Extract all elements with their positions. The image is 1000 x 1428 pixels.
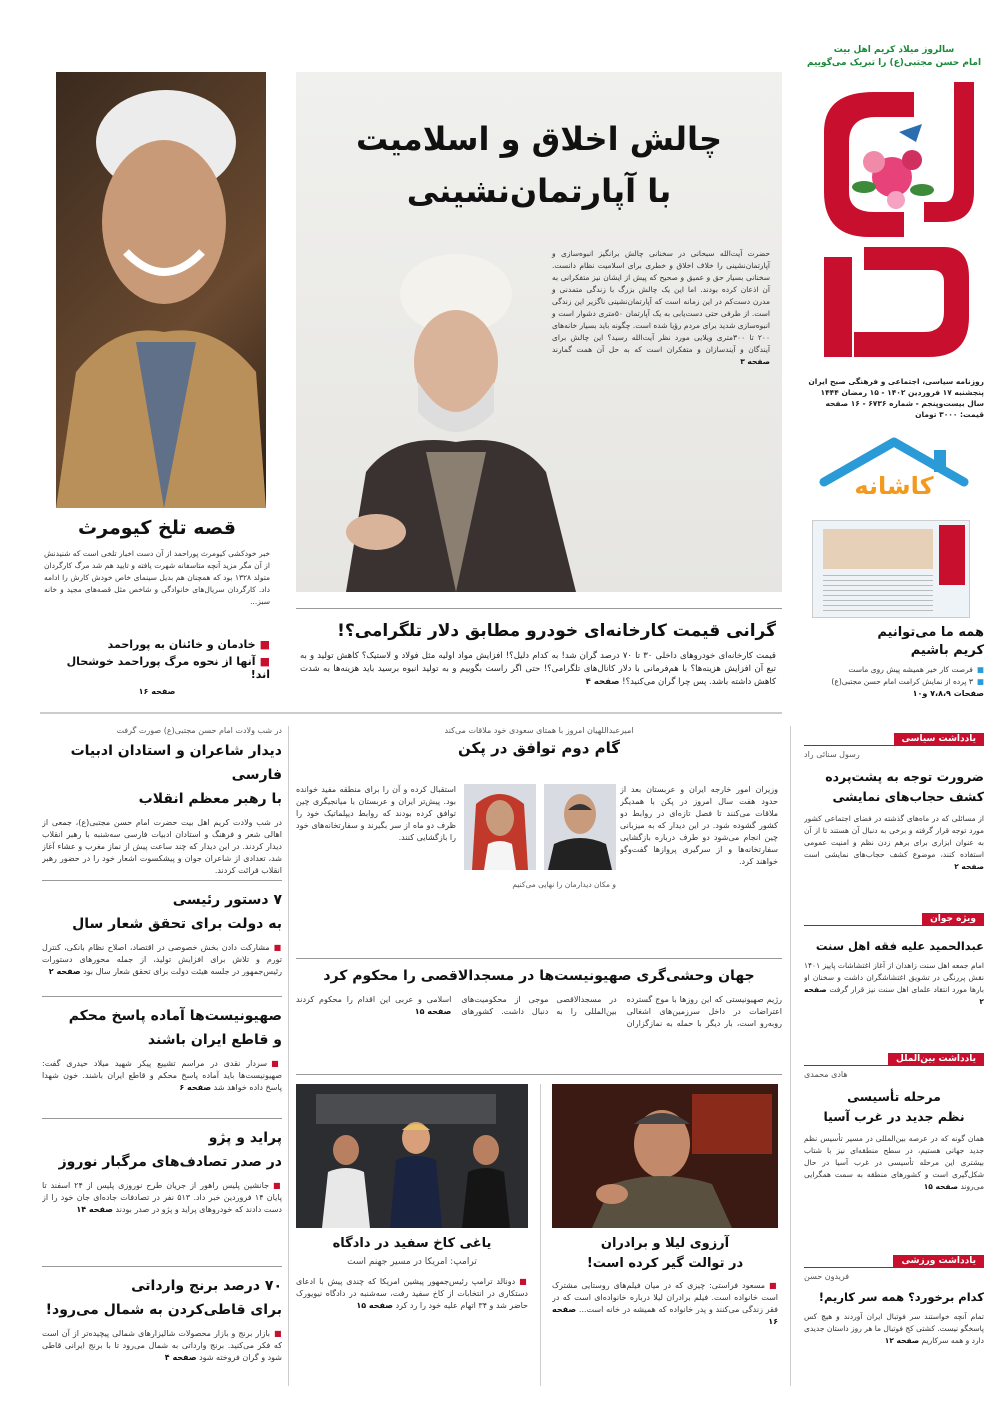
pride-page-ref: صفحه ۱۴	[76, 1205, 113, 1214]
note-2-body-wrap	[804, 960, 984, 1032]
divider-left-3	[42, 1118, 282, 1119]
divider-col-left	[288, 726, 289, 1386]
lead-headline-1: چالش اخلاق و اسلامیت	[355, 120, 723, 158]
note-3-headline-2: نظم جدید در غرب آسیا	[823, 1109, 965, 1124]
note-1-body: از مسائلی که در ماه‌های گذشته در فضای اجتماعی کشور مورد توجه قرار گرفته و برخی به دنبال آن هستند تا از آن به عنوان ابزاری برای برهم زدن نظم و امنیت عمومی استفاده کنند، موضوع کشف حجاب‌های نمایشی است	[804, 814, 984, 859]
promo-line-2-row: ■۳ پرده از نمایش کرامت امام حسن مجتبی(ع)	[831, 677, 984, 686]
lead-photo	[296, 72, 782, 592]
rice-body: بازار برنج و بازار محصولات شالیزارهای شمالی پیچیده‌تر از آن است که فکر می‌کنید. برنج وارداتی به شمال می‌رود تا با برنج ایرانی قاطی شود و گران فروخته شود	[42, 1329, 282, 1362]
thumbnail-logo-block	[939, 525, 965, 585]
trump-story	[296, 1234, 528, 1372]
aqsa-page-ref: صفحه ۱۵	[414, 1007, 452, 1016]
lead-body-text: حضرت آیت‌الله سبحانی در سخنانی چالش برانگیز انبوه‌سازی و آپارتمان‌نشینی را خلاف اخلاق و خطری برای اسلامیت نظام دانست. سخنانی بسیار حق و عمیق و صحیح که پیش از ایشان نیز متفکرانی به آن اذعان کرده بودند. اما این یک چالش بزرگ با زندگی متمدنی و مدرن دست‌کم در این زمانه است که آپارتمان‌نشینی ناگزیر این زندگی است. از طرفی حتی دست‌یابی به یک آپارتمان ۵۰متری دشوار است و انبوه‌سازی شدید برای مردم رؤیا شده است. چگونه باید بسیار خانه‌های ۲۰۰ تا ۳۰۰متری ویلایی مورد نظر آیت‌الله رسید؟ این چالش برای آیندگان و آیندسازان و متفکران است که به حل آن همت گمارند	[552, 249, 770, 354]
dollar-page-ref: صفحه ۴	[585, 677, 620, 687]
president-headline-2: به دولت برای تحقق شعار سال	[72, 916, 282, 932]
note-4-tag-row	[804, 1248, 984, 1268]
note-4-author: فریدون حسن	[804, 1272, 850, 1281]
lead-body	[552, 248, 770, 368]
leila-headline-2: در توالت گیر کرده است!	[586, 1256, 744, 1271]
note-2-tag: ویژه جوان	[922, 913, 984, 925]
note-1-page-ref: صفحه ۲	[954, 862, 984, 871]
portrait-photo	[56, 72, 266, 508]
poets-kicker: در شب ولادت امام حسن مجتبی(ع) صورت گرفت	[116, 726, 282, 735]
leila-page-ref: صفحه ۱۶	[552, 1305, 778, 1326]
pride-body: جانشین پلیس راهور از جریان طرح نوروزی پلیس از ۲۴ اسفند تا پایان ۱۴ فروردین خبر داد. ۵۱۳ نفر در تصادفات جاده‌ای جان خود را از دست دادند که خودروهای پراید و پژو در صدر بودند	[42, 1181, 282, 1214]
note-international	[804, 1046, 984, 1241]
leila-story	[552, 1234, 778, 1376]
leila-body-wrap: ■مسعود فراستی: چیزی که در میان فیلم‌های روستایی مشترک است خانواده است. فیلم برادران لیلا درباره خانواده‌ای است که در فقر زندگی می‌کنند و پدر خانواده که همیشه در خانه است... صفحه ۱۶	[552, 1281, 778, 1326]
actor-figure	[552, 1084, 778, 1228]
note-1-tag: یادداشت سیاسی	[894, 733, 984, 745]
pekan-photo-saudi	[464, 784, 536, 870]
divider-main	[40, 712, 782, 714]
promo-headline-2: کریم باشیم	[910, 643, 984, 658]
rice-body-wrap: ■بازار برنج و بازار محصولات شالیزارهای شمالی پیچیده‌تر از آن است که فکر می‌کنید. برنج وارداتی به شمال می‌رود تا با برنج ایرانی قاطی شود و گران فروخته شود صفحه ۴	[42, 1329, 282, 1362]
divider-dollar	[296, 608, 782, 609]
lead-page-ref: صفحه ۳	[740, 357, 770, 366]
promo-pages: صفحات ۷،۸،۹ و۱۰	[912, 689, 984, 698]
note-4-headline: کدام برخورد؟ همه سر کاریم!	[818, 1290, 984, 1304]
rice-headline-2: برای قاطی‌کردن به شمال می‌رود!	[45, 1302, 282, 1318]
rice-headline-1: ۷۰ درصد برنج وارداتی	[131, 1278, 282, 1294]
divider-left-1	[42, 880, 282, 881]
note-4-body-wrap	[804, 1311, 984, 1383]
aqsa-body-wrap	[296, 994, 782, 1054]
divider-bottom-center	[296, 1074, 782, 1075]
note-3-body: همان گونه که در عرصه بین‌المللی در مسیر تأسیس نظم جدید جهانی هستیم، در سطح منطقه‌ای نیز با شتاب بیشتری این مرحله تأسیسی در غرب آسیا در حال شکل‌گیری است و کشورهای منطقه به سمت همگرایی می‌روند	[804, 1134, 984, 1191]
note-political	[804, 726, 984, 897]
poets-story	[42, 726, 282, 889]
dollar-headline: گرانی قیمت کارخانه‌ای خودرو مطابق دلار تلگرامی؟!	[337, 621, 776, 641]
aqsa-headline: جهان وحشی‌گری صهیونیست‌ها در مسجدالاقصی را محکوم کرد	[323, 968, 755, 984]
zionists-body: سردار نقدی در مراسم تشییع پیکر شهید میلاد حیدری گفت: صهیونیست‌ها باید آماده پاسخ محکم و قاطع ایران باشند. خون شهدا پاسخ داده خواهد شد	[42, 1059, 282, 1092]
pride-headline-1: پراید و پژو	[208, 1130, 282, 1146]
tagline-line-2: امام حسن مجتبی(ع) را تبریک می‌گوییم	[806, 58, 982, 68]
portrait-page-ref: صفحه ۱۶	[138, 687, 176, 696]
pride-body-wrap: ■جانشین پلیس راهور از جریان طرح نوروزی پلیس از ۲۴ اسفند تا پایان ۱۴ فروردین خبر داد. ۵۱۳ نفر در تصادفات جاده‌ای جان خود را از دست دادند که خودروهای پراید و پژو در صدر بودند صفحه ۱۴	[42, 1181, 282, 1214]
kashane-promo	[804, 624, 984, 700]
portrait-bullet-2-row: ■آنها از نحوه مرگ پوراحمد خوشحال اند!	[66, 655, 270, 681]
minister-figure-2	[464, 784, 536, 870]
trump-page-ref: صفحه ۱۵	[356, 1301, 394, 1310]
pekan-story	[296, 726, 782, 761]
pekan-body-1: وزیران امور خارجه ایران و عربستان بعد از حدود هفت سال امروز در پکن با همدیگر ملاقات می‌کنند تا فصل تازه‌ای در روابط دو کشور گشوده شود. در این دیدار که به میزبانی چین انجام می‌شود دو طرف درباره بازگشایی سفارتخانه‌ها و از سرگیری پروازها گفت‌وگو خواهند کرد.	[620, 785, 778, 866]
note-3-body-wrap	[804, 1133, 984, 1241]
thumbnail-text-area	[823, 575, 933, 611]
thumbnail-hands-image	[823, 529, 933, 569]
tagline-line-1: سالروز میلاد کریم اهل بیت	[833, 45, 955, 55]
note-1-headline-2: کشف حجاب‌های نمایشی	[832, 789, 984, 804]
note-4-page-ref: صفحه ۱۲	[884, 1336, 920, 1345]
rice-page-ref: صفحه ۴	[164, 1353, 197, 1362]
note-1-body-wrap	[804, 813, 984, 897]
logo-graphic	[804, 72, 984, 364]
kashane-logo	[804, 432, 984, 512]
pekan-caption: و مکان دیدارمان را نهایی می‌کنیم	[512, 880, 616, 889]
leila-headline-1: آرزوی لیلا و برادران	[600, 1236, 730, 1251]
leila-body: مسعود فراستی: چیزی که در میان فیلم‌های روستایی مشترک است خانواده است. فیلم برادران لیلا درباره خانواده‌ای است که در فقر زندگی می‌کنند و پدر خانواده که همیشه در خانه است...	[552, 1281, 778, 1314]
divider-bottom-mid	[540, 1084, 541, 1386]
note-4-body: تمام آنچه خواستند سر فوتبال ایران آوردند و هیچ کس پاسخگو نیست. کشتی کج فوتبال ما هر روز داستان جدیدی دارد و همه سرکاریم	[804, 1312, 984, 1345]
trump-body: دونالد ترامپ رئیس‌جمهور پیشین امریکا که چندی پیش با ادعای دستکاری در انتخابات از کاخ سفید رفت، سه‌شنبه در دادگاه نیویورک حاضر شد و ۳۴ اتهام علیه خود را رد کرد	[296, 1277, 528, 1310]
promo-line-1: فرصت کار خیر همیشه پیش روی ماست	[848, 665, 973, 674]
note-2-page-ref: صفحه ۲	[804, 985, 984, 1006]
divider-col-right	[790, 726, 791, 1386]
trump-headline: یاغی کاخ سفید در دادگاه	[332, 1236, 492, 1251]
note-3-tag: یادداشت بین‌الملل	[888, 1053, 984, 1065]
trump-body-wrap: ■دونالد ترامپ رئیس‌جمهور پیشین امریکا که چندی پیش با ادعای دستکاری در انتخابات از کاخ سفید رفت، سه‌شنبه در دادگاه نیویورک حاضر شد و ۳۴ اتهام علیه خود را رد کرد صفحه ۱۵	[296, 1277, 528, 1310]
pride-headline-2: در صدر تصادف‌های مرگبار نوروز	[58, 1154, 282, 1170]
note-1-author: رسول سنائی راد	[804, 750, 860, 759]
zionists-body-wrap: ■سردار نقدی در مراسم تشییع پیکر شهید میلاد حیدری گفت: صهیونیست‌ها باید آماده پاسخ محکم و قاطع ایران باشند. خون شهدا پاسخ داده خواهد شد صفحه ۶	[42, 1059, 282, 1092]
dollar-story	[300, 616, 776, 689]
pekan-kicker: امیرعبداللهیان امروز با همتای سعودی خود ملاقات می‌کند	[444, 726, 634, 735]
note-3-page-ref: صفحه ۱۵	[923, 1182, 959, 1191]
kashane-title: کاشانه	[854, 472, 934, 500]
kashane-thumbnail	[812, 520, 970, 618]
aqsa-body: رژیم صهیونیستی که این روزها با موج گسترده اعتراضات در داخل سرزمین‌های اشغالی روبه‌رو است، بار دیگر با حمله به نمازگزاران در مسجدالاقصی موجی از محکومیت‌های بین‌المللی را به دنبال داشت. کشورهای اسلامی و عربی این اقدام را محکوم کردند	[296, 995, 782, 1028]
note-3-headline-1: مرحله تأسیسی	[847, 1089, 941, 1104]
portrait-bullet-2: آنها از نحوه مرگ پوراحمد خوشحال اند!	[66, 655, 270, 681]
portrait-story	[44, 512, 270, 696]
president-body: مشارکت دادن بخش خصوصی در اقتصاد، اصلاح نظام بانکی، کنترل تورم و تلاش برای افزایش تولید، از جمله محورهای دستورات رئیس‌جمهور در جلسه هیئت دولت برای تحقق شعار سال بود	[42, 943, 282, 976]
pekan-headline: گام دوم توافق در پکن	[458, 739, 620, 757]
masthead-info	[804, 376, 984, 420]
note-2-tag-row	[804, 906, 984, 926]
note-3-author: هادی محمدی	[804, 1070, 848, 1079]
note-1-tag-row	[804, 726, 984, 746]
note-4-tag: یادداشت ورزشی	[893, 1255, 984, 1267]
rice-story	[42, 1274, 282, 1388]
leila-photo	[552, 1084, 778, 1228]
divider-left-4	[42, 1266, 282, 1267]
court-scene	[296, 1084, 528, 1228]
president-story	[42, 888, 282, 990]
portrait-figure	[56, 72, 266, 508]
president-page-ref: صفحه ۲	[48, 967, 81, 976]
lead-headline-2: با آپارتمان‌نشینی	[406, 172, 672, 210]
trump-photo	[296, 1084, 528, 1228]
masthead-logo	[804, 72, 984, 364]
note-special	[804, 906, 984, 1032]
trump-subhead: ترامپ: امریکا در مسیر جهنم است	[347, 1257, 477, 1267]
note-sport	[804, 1248, 984, 1383]
poets-body: در شب ولادت کریم اهل بیت حضرت امام حسن مجتبی(ع)، جمعی از اهالی شعر و فرهنگ و استادان ادبیات فارسی سه‌شنبه با رهبر انقلاب دیدار کردند. در این دیدار که چند ساعت پیش از نماز مغرب و عشاء آغاز شد، تعدادی از شاعران جوان و پیشکسوت اشعار خود را در حضور رهبر انقلاب قرائت کردند.	[42, 818, 282, 875]
zionists-headline-2: و قاطع ایران باشند	[147, 1032, 282, 1048]
note-2-body: امام جمعه اهل سنت زاهدان از آغاز اغتشاشات پاییز ۱۴۰۱ نقش پررنگی در تشویق اغتشاشگران داشت و سخنان او بارها مورد انتقاد علمای اهل سنت نیز قرار گرفت	[804, 961, 984, 994]
portrait-body: خبر خودکشی کیومرث پوراحمد از آن دست اخبار تلخی است که شنیدنش از آن مگر مزید آنچه متاسفانه شهرت یافته و تایید هم شد مرگ کارگردان متولد ۱۳۲۸ بود که همچنان هم بدیل سینمای خاص خودش کارش را ادامه داد. کارگردان سریال‌های خانوادگی و شاخص مثل قصه‌های مجید و خانه سبز...	[44, 549, 270, 606]
masthead-tagline	[804, 44, 984, 70]
zionists-story	[42, 1004, 282, 1106]
info-line-1: روزنامه سیاسی، اجتماعی و فرهنگی صبح ایران	[808, 377, 984, 386]
minister-figure-1	[544, 784, 616, 870]
portrait-bullet-1: خادمان و خائنان به پوراحمد	[107, 638, 256, 651]
zionists-headline-1: صهیونیست‌ها آماده پاسخ محکم	[68, 1008, 282, 1024]
president-headline-1: ۷ دستور رئیسی	[172, 892, 282, 908]
promo-line-2: ۳ پرده از نمایش کرامت امام حسن مجتبی(ع)	[831, 677, 973, 686]
divider-aqsa	[296, 958, 782, 959]
info-line-4: قیمت: ۳۰۰۰ تومان	[915, 410, 984, 419]
portrait-headline: قصه تلخ کیومرث	[78, 517, 236, 539]
dollar-body: قیمت کارخانه‌ای خودروهای داخلی ۳۰ تا ۷۰ درصد گران شد! به کدام دلیل؟! افزایش مواد اولیه مثل فولاد و لاستیک؟ کاهش تولید و به تبع آن افزایش هزینه‌ها؟ با هم‌فرمانی با دلار کانال‌های تلگرامی؟! حتی اگر راست بگوییم و به تولید انبوه برسید باید هزینه‌ها به شدت کاهش داشته باشد. پس چرا گران می‌کنید؟!	[300, 651, 776, 687]
note-1-headline-1: ضرورت توجه به پشت‌پرده	[825, 769, 984, 784]
zionists-page-ref: صفحه ۶	[179, 1083, 212, 1092]
info-line-3: سال بیست‌وپنجم - شماره ۶۷۳۶ - ۱۶ صفحه	[825, 399, 984, 408]
pride-story	[42, 1126, 282, 1252]
promo-headline-1: همه ما می‌توانیم	[877, 625, 984, 640]
aqsa-story	[296, 964, 782, 1054]
promo-line-1-row: ■فرصت کار خیر همیشه پیش روی ماست	[848, 665, 984, 674]
portrait-bullet-1-row: ■خادمان و خائنان به پوراحمد	[107, 638, 270, 651]
pekan-photo-iran	[544, 784, 616, 870]
dollar-body-wrap	[300, 650, 776, 689]
note-2-headline: عبدالحمید علیه فقه اهل سنت	[815, 939, 984, 953]
note-3-tag-row	[804, 1046, 984, 1066]
president-body-wrap: ■مشارکت دادن بخش خصوصی در اقتصاد، اصلاح نظام بانکی، کنترل تورم و تلاش برای افزایش تولید، از جمله محورهای دستورات رئیس‌جمهور در جلسه هیئت دولت برای تحقق شعار سال بود صفحه ۲	[42, 943, 282, 976]
divider-left-2	[42, 996, 282, 997]
poets-headline-1: دیدار شاعران و استادان ادبیات فارسی	[70, 743, 282, 783]
cleric-figure	[326, 242, 586, 592]
poets-headline-2: با رهبر معظم انقلاب	[138, 791, 282, 807]
info-line-2: پنجشنبه ۱۷ فروردین ۱۴۰۲ - ۱۵ رمضان ۱۴۴۴	[820, 388, 984, 397]
pekan-body-2: استقبال کرده و آن را برای منطقه مفید خوانده بود. پیش‌تر ایران و عربستان با میانجیگری چین توافق کرده بودند که روابط دیپلماتیک خود را ظرف دو ماه از سر بگیرند و سفارتخانه‌های خود را بازگشایی کنند.	[296, 785, 456, 842]
